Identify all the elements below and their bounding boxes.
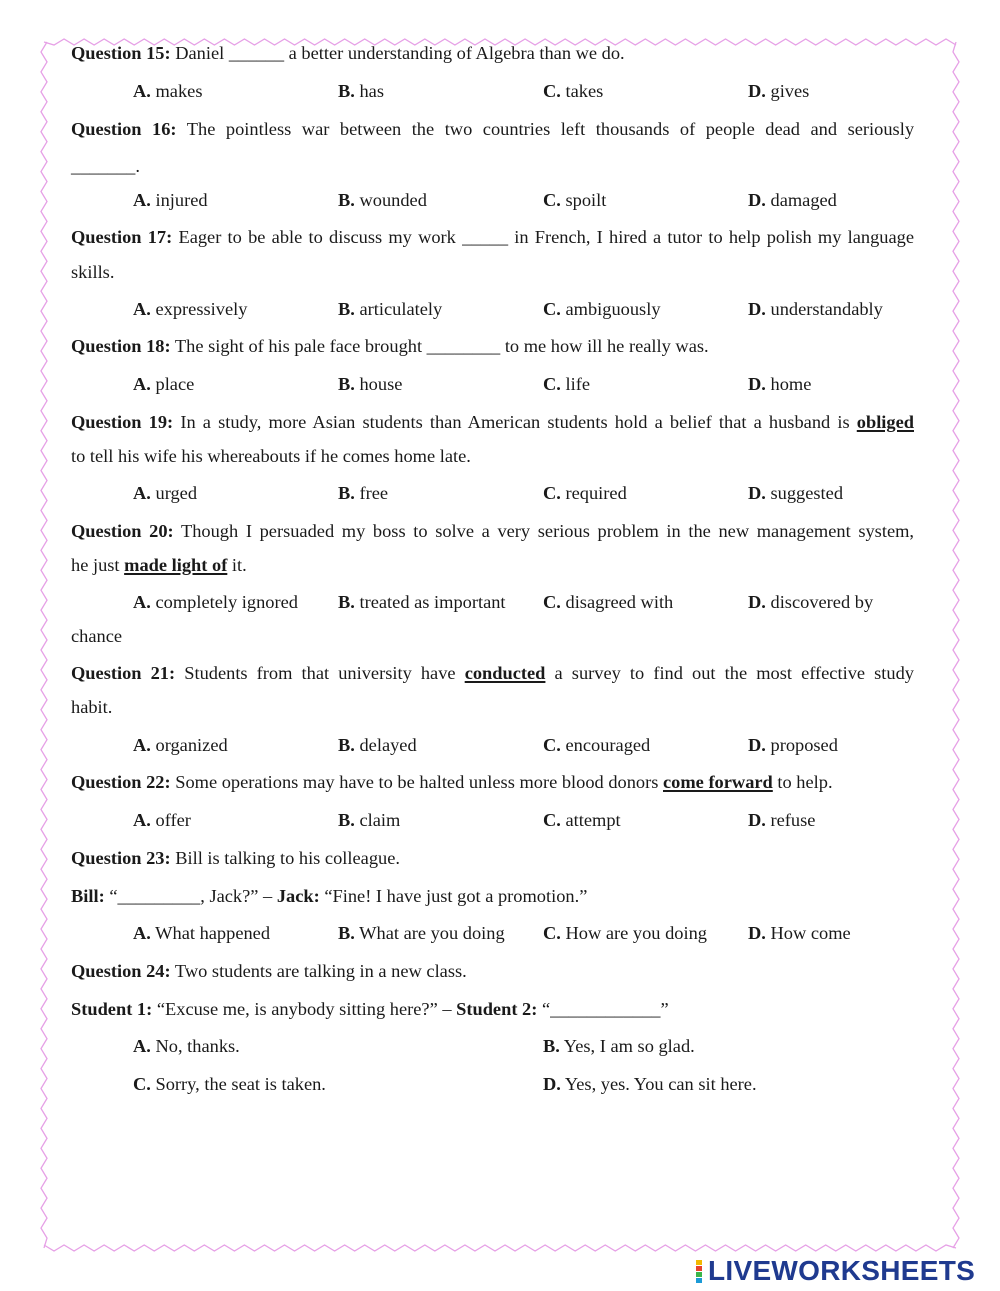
option-letter: A. bbox=[133, 190, 151, 210]
answer-option[interactable] bbox=[338, 189, 427, 211]
dialogue-text: “Fine! I have just got a promotion.” bbox=[319, 886, 588, 906]
underlined-term: made light of bbox=[124, 555, 228, 575]
answer-option[interactable] bbox=[748, 482, 843, 504]
option-letter: A. bbox=[133, 483, 151, 503]
option-letter: D. bbox=[748, 299, 766, 319]
question-text: Students from that university have bbox=[184, 663, 465, 683]
answer-option[interactable] bbox=[338, 922, 505, 944]
dialogue-line bbox=[71, 885, 587, 907]
option-text: proposed bbox=[770, 735, 838, 755]
logo-block bbox=[696, 1272, 702, 1277]
border-edge bbox=[44, 1245, 956, 1251]
question-line bbox=[71, 226, 914, 248]
option-letter: D. bbox=[543, 1074, 561, 1094]
option-letter: C. bbox=[543, 483, 561, 503]
logo-block bbox=[696, 1278, 702, 1283]
dialogue-line bbox=[71, 998, 669, 1020]
question-text: Bill is talking to his colleague. bbox=[175, 848, 400, 868]
answer-option[interactable] bbox=[543, 591, 673, 613]
question-line bbox=[71, 847, 400, 869]
question-line bbox=[71, 42, 625, 64]
option-letter: C. bbox=[543, 190, 561, 210]
option-text: encouraged bbox=[565, 735, 651, 755]
question-text: _______. bbox=[71, 156, 140, 176]
answer-option[interactable] bbox=[543, 80, 603, 102]
option-text: gives bbox=[770, 81, 810, 101]
option-letter: B. bbox=[338, 483, 355, 503]
answer-option[interactable] bbox=[133, 298, 247, 320]
answer-option[interactable] bbox=[338, 298, 442, 320]
question-text: a survey to find out the most effective study bbox=[545, 663, 914, 683]
option-text: offer bbox=[155, 810, 191, 830]
option-text: completely ignored bbox=[155, 592, 298, 612]
option-letter: D. bbox=[748, 592, 766, 612]
answer-option[interactable] bbox=[338, 482, 388, 504]
answer-option[interactable] bbox=[748, 922, 851, 944]
option-text: house bbox=[359, 374, 403, 394]
option-text: damaged bbox=[770, 190, 837, 210]
border-edge bbox=[41, 42, 47, 1248]
dialogue-text: “Excuse me, is anybody sitting here?” – bbox=[152, 999, 457, 1019]
option-letter: C. bbox=[543, 81, 561, 101]
option-letter: B. bbox=[338, 735, 355, 755]
option-letter: C. bbox=[543, 923, 561, 943]
answer-option[interactable] bbox=[133, 922, 270, 944]
speaker-name: Bill: bbox=[71, 886, 105, 906]
option-letter: D. bbox=[748, 923, 766, 943]
answer-option[interactable] bbox=[543, 809, 621, 831]
option-text: place bbox=[155, 374, 195, 394]
question-number: Question 23: bbox=[71, 848, 171, 868]
option-text: How are you doing bbox=[565, 923, 707, 943]
option-letter: B. bbox=[338, 923, 355, 943]
option-letter: B. bbox=[543, 1036, 560, 1056]
answer-option[interactable] bbox=[338, 591, 506, 613]
option-letter: A. bbox=[133, 592, 151, 612]
option-letter: A. bbox=[133, 299, 151, 319]
answer-option[interactable] bbox=[338, 809, 400, 831]
answer-option[interactable] bbox=[543, 298, 661, 320]
question-text: Two students are talking in a new class. bbox=[174, 961, 467, 981]
question-text: skills. bbox=[71, 262, 115, 282]
answer-option[interactable] bbox=[543, 922, 707, 944]
logo-block bbox=[696, 1260, 702, 1265]
option-text: Yes, yes. You can sit here. bbox=[564, 1074, 757, 1094]
option-letter: A. bbox=[133, 81, 151, 101]
question-line bbox=[71, 411, 914, 433]
option-letter: A. bbox=[133, 735, 151, 755]
option-text: claim bbox=[359, 810, 401, 830]
question-number: Question 24: bbox=[71, 961, 171, 981]
liveworksheets-logo bbox=[696, 1254, 975, 1288]
question-text: Eager to be able to discuss my work _____ in French, I hired a tutor to help polish my language bbox=[178, 227, 914, 247]
option-text: disagreed with bbox=[565, 592, 674, 612]
option-letter: B. bbox=[338, 299, 355, 319]
dialogue-text: “_________, Jack?” – bbox=[104, 886, 277, 906]
question-number: Question 21: bbox=[71, 663, 176, 683]
option-letter: A. bbox=[133, 1036, 151, 1056]
question-line bbox=[71, 261, 114, 283]
option-text: delayed bbox=[359, 735, 417, 755]
option-continuation bbox=[71, 625, 122, 647]
question-number: Question 20: bbox=[71, 521, 174, 541]
question-text: Some operations may have to be halted unless more blood donors bbox=[175, 772, 663, 792]
option-text: organized bbox=[155, 735, 228, 755]
question-line bbox=[71, 554, 247, 576]
answer-option[interactable] bbox=[543, 1035, 695, 1057]
option-text: chance bbox=[71, 626, 123, 646]
option-letter: C. bbox=[133, 1074, 151, 1094]
option-letter: B. bbox=[338, 374, 355, 394]
answer-option[interactable] bbox=[543, 734, 650, 756]
option-text: home bbox=[770, 374, 812, 394]
border-edge bbox=[953, 42, 959, 1248]
option-text: expressively bbox=[155, 299, 248, 319]
option-text: articulately bbox=[359, 299, 443, 319]
option-letter: B. bbox=[338, 810, 355, 830]
question-text: habit. bbox=[71, 697, 113, 717]
answer-option[interactable] bbox=[748, 373, 811, 395]
dialogue-text: “____________” bbox=[537, 999, 669, 1019]
logo-text: LIVEWORKSHEETS bbox=[708, 1255, 976, 1286]
question-line bbox=[71, 118, 914, 140]
option-text: life bbox=[565, 374, 591, 394]
option-letter: D. bbox=[748, 81, 766, 101]
question-line bbox=[71, 335, 709, 357]
question-text: The sight of his pale face brought ________ to me how ill he really was. bbox=[174, 336, 709, 356]
option-letter: D. bbox=[748, 374, 766, 394]
option-text: Yes, I am so glad. bbox=[563, 1036, 695, 1056]
speaker-name: Student 1: bbox=[71, 999, 153, 1019]
option-letter: A. bbox=[133, 374, 151, 394]
answer-option[interactable] bbox=[338, 373, 402, 395]
option-letter: C. bbox=[543, 374, 561, 394]
question-text: In a study, more Asian students than American students hold a belief that a husband is bbox=[180, 412, 857, 432]
option-text: free bbox=[359, 483, 389, 503]
answer-option[interactable] bbox=[543, 373, 590, 395]
question-number: Question 17: bbox=[71, 227, 173, 247]
logo-block bbox=[696, 1266, 702, 1271]
question-line bbox=[71, 662, 914, 684]
option-text: What are you doing bbox=[359, 923, 505, 943]
answer-option[interactable] bbox=[133, 1073, 326, 1095]
answer-option[interactable] bbox=[133, 734, 228, 756]
answer-option[interactable] bbox=[133, 189, 208, 211]
underlined-term: come forward bbox=[663, 772, 773, 792]
option-letter: D. bbox=[748, 190, 766, 210]
answer-option[interactable] bbox=[543, 482, 627, 504]
question-text: to tell his wife his whereabouts if he comes home late. bbox=[71, 446, 471, 466]
question-number: Question 19: bbox=[71, 412, 174, 432]
answer-option[interactable] bbox=[543, 189, 606, 211]
answer-option[interactable] bbox=[133, 373, 194, 395]
option-text: What happened bbox=[155, 923, 271, 943]
option-text: injured bbox=[155, 190, 208, 210]
option-letter: C. bbox=[543, 299, 561, 319]
option-letter: D. bbox=[748, 810, 766, 830]
answer-option[interactable] bbox=[133, 809, 191, 831]
option-text: discovered by bbox=[770, 592, 874, 612]
answer-option[interactable] bbox=[748, 734, 838, 756]
option-letter: A. bbox=[133, 923, 151, 943]
question-number: Question 22: bbox=[71, 772, 171, 792]
option-letter: A. bbox=[133, 810, 151, 830]
option-text: spoilt bbox=[565, 190, 607, 210]
option-letter: C. bbox=[543, 592, 561, 612]
option-text: Sorry, the seat is taken. bbox=[155, 1074, 326, 1094]
option-text: required bbox=[565, 483, 627, 503]
option-text: has bbox=[359, 81, 384, 101]
answer-option[interactable] bbox=[748, 809, 815, 831]
question-text: The pointless war between the two countries left thousands of people dead and seriously bbox=[186, 119, 915, 139]
speaker-name: Student 2: bbox=[456, 999, 538, 1019]
option-text: ambiguously bbox=[565, 299, 661, 319]
underlined-term: obliged bbox=[856, 412, 914, 432]
option-text: understandably bbox=[770, 299, 883, 319]
answer-option[interactable] bbox=[748, 591, 873, 613]
question-line bbox=[71, 155, 140, 177]
answer-option[interactable] bbox=[748, 298, 883, 320]
question-text: Daniel ______ a better understanding of Algebra than we do. bbox=[175, 43, 625, 63]
option-text: takes bbox=[565, 81, 604, 101]
underlined-term: conducted bbox=[464, 663, 546, 683]
answer-option[interactable] bbox=[133, 482, 197, 504]
option-text: urged bbox=[155, 483, 198, 503]
option-letter: C. bbox=[543, 810, 561, 830]
option-letter: B. bbox=[338, 81, 355, 101]
answer-option[interactable] bbox=[133, 80, 202, 102]
answer-option[interactable] bbox=[543, 1073, 757, 1095]
answer-option[interactable] bbox=[748, 80, 809, 102]
logo-icon bbox=[696, 1259, 702, 1284]
question-text: it. bbox=[227, 555, 247, 575]
question-text: he just bbox=[71, 555, 125, 575]
answer-option[interactable] bbox=[133, 1035, 240, 1057]
option-letter: D. bbox=[748, 735, 766, 755]
question-line bbox=[71, 696, 112, 718]
option-text: wounded bbox=[359, 190, 427, 210]
question-text: to help. bbox=[772, 772, 833, 792]
page-border bbox=[40, 38, 960, 1252]
option-text: suggested bbox=[770, 483, 844, 503]
option-text: No, thanks. bbox=[155, 1036, 240, 1056]
speaker-name: Jack: bbox=[276, 886, 320, 906]
answer-option[interactable] bbox=[133, 591, 298, 613]
question-line bbox=[71, 445, 471, 467]
option-text: treated as important bbox=[359, 592, 506, 612]
option-text: How come bbox=[770, 923, 851, 943]
answer-option[interactable] bbox=[338, 80, 384, 102]
option-letter: B. bbox=[338, 190, 355, 210]
question-line bbox=[71, 520, 914, 542]
option-letter: B. bbox=[338, 592, 355, 612]
question-number: Question 18: bbox=[71, 336, 171, 356]
option-text: makes bbox=[155, 81, 203, 101]
answer-option[interactable] bbox=[338, 734, 417, 756]
option-letter: C. bbox=[543, 735, 561, 755]
option-text: attempt bbox=[565, 810, 621, 830]
question-line bbox=[71, 960, 467, 982]
question-number: Question 15: bbox=[71, 43, 171, 63]
question-text: Though I persuaded my boss to solve a very serious problem in the new management system, bbox=[180, 521, 915, 541]
answer-option[interactable] bbox=[748, 189, 837, 211]
question-number: Question 16: bbox=[71, 119, 177, 139]
option-letter: D. bbox=[748, 483, 766, 503]
option-text: refuse bbox=[770, 810, 816, 830]
question-line bbox=[71, 771, 833, 793]
